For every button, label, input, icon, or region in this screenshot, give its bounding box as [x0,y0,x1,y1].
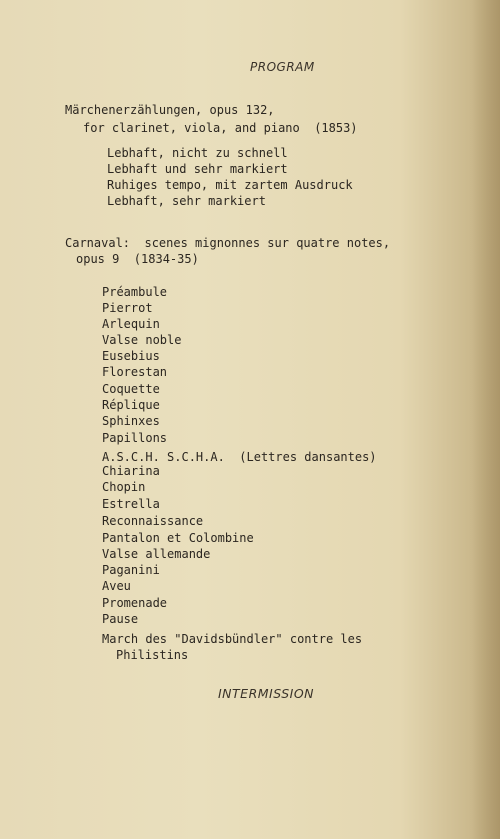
page-spine-shadow [472,0,500,839]
piece2-movement-20: Promenade [102,596,168,610]
piece2-movement-10: Papillons [102,431,168,445]
piece2-movement-12: Chiarina [102,464,160,478]
intermission-label: INTERMISSION [218,686,315,701]
piece2-movement-8: Réplique [102,398,160,412]
piece2-movement-14: Estrella [102,497,160,511]
piece2-movement-13: Chopin [102,480,146,494]
piece2-movement-9: Sphinxes [102,414,160,428]
piece2-movement-11: A.S.C.H. S.C.H.A. (Lettres dansantes) [102,450,377,464]
piece1-title: Märchenerzählungen, opus 132, [65,103,275,117]
piece1-instrumentation: for clarinet, viola, and piano (1853) [83,121,358,135]
piece2-movement-22: March des "Davidsbündler" contre les [102,632,363,646]
piece2-movement-5: Eusebius [102,349,160,363]
piece2-movement-2: Pierrot [102,301,153,315]
piece2-movement-19: Aveu [102,579,131,593]
piece2-movement-7: Coquette [102,382,160,396]
piece2-movement-1: Préambule [102,285,168,299]
piece2-movement-16: Pantalon et Colombine [102,531,254,545]
piece2-opus: opus 9 (1834-35) [76,252,199,266]
piece2-movement-22-continued: Philistins [116,648,189,662]
piece2-movement-18: Paganini [102,563,160,577]
piece2-movement-3: Arlequin [102,317,160,331]
piece2-movement-21: Pause [102,612,139,626]
piece2-movement-15: Reconnaissance [102,514,204,528]
program-title: PROGRAM [250,60,315,74]
piece1-movement-2: Lebhaft und sehr markiert [107,162,288,176]
piece2-movement-6: Florestan [102,365,168,379]
piece2-title: Carnaval: scenes mignonnes sur quatre notes, [65,236,391,250]
piece2-movement-4: Valse noble [102,333,182,347]
piece1-movement-4: Lebhaft, sehr markiert [107,194,266,208]
piece1-movement-3: Ruhiges tempo, mit zartem Ausdruck [107,178,353,192]
piece2-movement-17: Valse allemande [102,547,211,561]
piece1-movement-1: Lebhaft, nicht zu schnell [107,146,288,160]
